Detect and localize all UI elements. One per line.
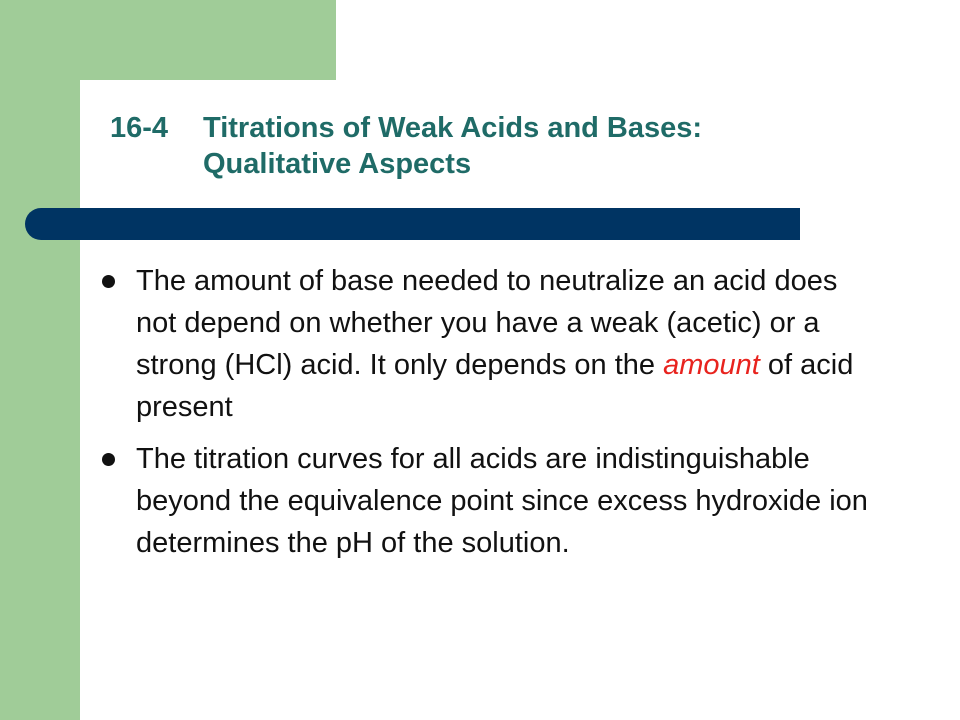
title-number: 16-4 [110,112,169,144]
bullet-1-text-end: of acid present [136,349,854,423]
bullet-1-emphasis: amount [663,349,760,381]
bullet-list [102,260,882,574]
title-line-2: Qualitative Aspects [203,148,472,180]
bullet-2-text: The titration curves for all acids are indistinguishable beyond the equivalence point since excess hydroxide ion determines the pH of the solution. [136,443,868,559]
bullet-item-2 [102,438,882,564]
slide-title [110,110,910,182]
title-line-1: Titrations of Weak Acids and Bases: [203,112,703,144]
bullet-dot-icon [102,453,115,466]
green-top-band [80,0,336,80]
green-side-band [0,0,80,720]
title-underline-bar [25,208,800,240]
bullet-item-1 [102,260,882,428]
bullet-1-text-start: The amount of base needed to neutralize an acid does not depend on whether you have a weak (acetic) or a strong (HCl) acid. It only depends on the [136,265,838,381]
bullet-dot-icon [102,275,115,288]
